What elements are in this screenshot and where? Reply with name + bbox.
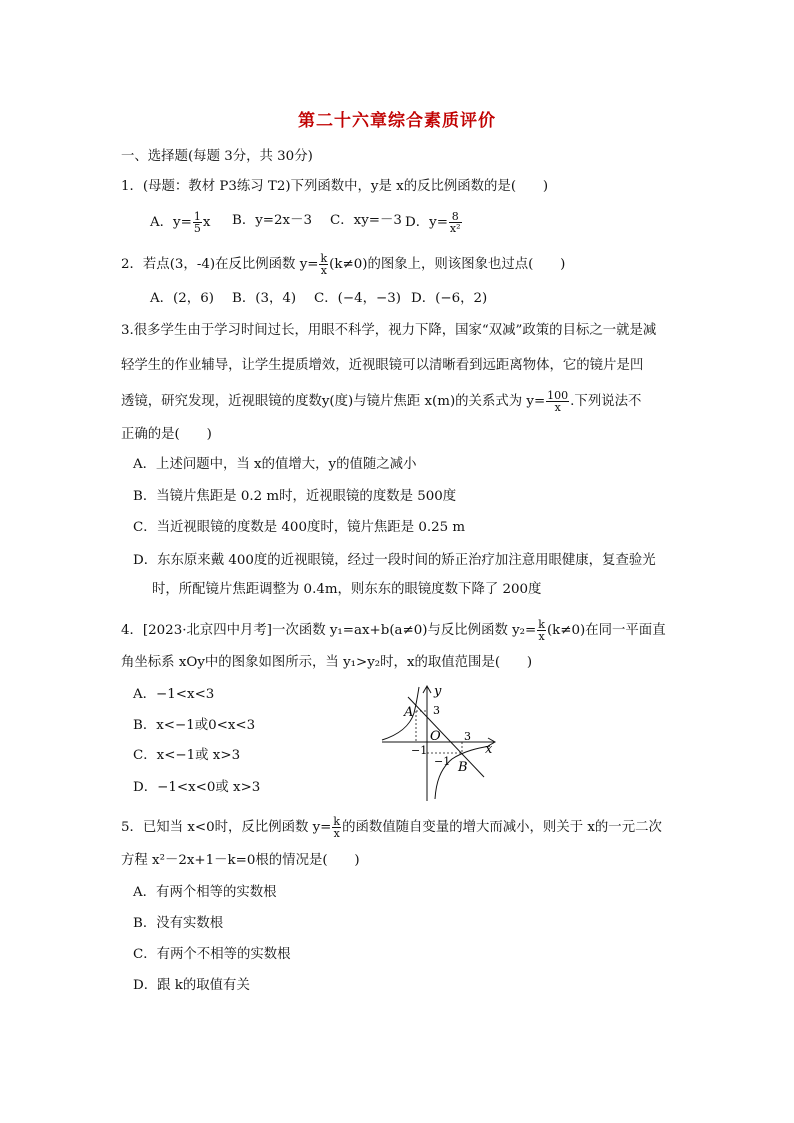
q5-option-d: D．跟 k的取值有关 bbox=[133, 978, 250, 993]
q2-num: k bbox=[320, 252, 328, 265]
q4-graph bbox=[378, 683, 500, 803]
q5-num: k bbox=[333, 815, 341, 828]
q3-option-b: B．当镜片焦距是 0.2 m时，近视眼镜的度数是 500度 bbox=[133, 489, 457, 504]
q1-d-fraction bbox=[449, 211, 462, 234]
q3-option-d-line-2: 时，所配镜片焦距调整为 0.4m，则东东的眼镜度数下降了 200度 bbox=[152, 582, 542, 597]
q4-option-c: C．x<−1或 x>3 bbox=[133, 748, 241, 763]
q3-line-3 bbox=[121, 390, 641, 413]
y-axis-label: y bbox=[434, 684, 442, 699]
q2-option-a: A．(2，6) bbox=[150, 291, 214, 306]
q5-option-a: A．有两个相等的实数根 bbox=[133, 885, 277, 900]
q3-fraction bbox=[546, 390, 569, 413]
q4-den: x bbox=[538, 630, 545, 643]
q5-l1-pre: 5．已知当 x<0时，反比例函数 y= bbox=[121, 820, 332, 835]
q3-line-1: 3.很多学生由于学习时间过长，用眼不科学，视力下降，国家“双减”政策的目标之一就是减 bbox=[121, 323, 657, 338]
q3-line-4: 正确的是( ) bbox=[121, 427, 212, 442]
q3-l3-pre: 透镜，研究发现，近视眼镜的度数y(度)与镜片焦距 x(m)的关系式为 y= bbox=[121, 394, 546, 409]
q3-option-a: A．上述问题中，当 x的值增大，y的值随之减小 bbox=[133, 457, 417, 472]
q3-den: x bbox=[554, 401, 561, 414]
q2-stem bbox=[121, 253, 565, 276]
tick-y-3: 3 bbox=[433, 704, 440, 717]
q1-a-tail: x bbox=[202, 215, 211, 230]
q4-line-2: 角坐标系 xOy中的图象如图所示，当 y₁>y₂时，x的取值范围是( ) bbox=[121, 655, 533, 670]
q1-option-a bbox=[150, 211, 210, 234]
tick-y-neg1: −1 bbox=[434, 755, 451, 768]
origin-label: O bbox=[430, 729, 441, 744]
q3-l3-post: .下列说法不 bbox=[570, 394, 642, 409]
q1-d-num: 8 bbox=[449, 211, 462, 223]
q1-d-text: D．y= bbox=[405, 215, 448, 230]
q5-option-b: B．没有实数根 bbox=[133, 916, 224, 931]
q2-option-d: D．(−6，2) bbox=[411, 291, 488, 306]
q3-num: 100 bbox=[547, 389, 569, 402]
q1-option-c: C．xy=－3 bbox=[330, 213, 402, 228]
q1-a-den: 5 bbox=[193, 222, 201, 235]
q5-fraction bbox=[332, 816, 341, 839]
q5-option-c: C．有两个不相等的实数根 bbox=[133, 947, 291, 962]
tick-x-3: 3 bbox=[464, 730, 471, 743]
q1-a-fraction bbox=[193, 211, 202, 234]
q2-den: x bbox=[320, 264, 327, 277]
x-axis-label: x bbox=[485, 742, 493, 757]
point-b-label: B bbox=[458, 760, 468, 775]
q1-stem: 1．(母题：教材 P3练习 T2)下列函数中，y是 x的反比例函数的是( ) bbox=[121, 179, 549, 194]
q1-option-d bbox=[405, 211, 463, 234]
q2-post: (k≠0)的图象上，则该图象也过点( ) bbox=[329, 257, 566, 272]
q5-line-1 bbox=[121, 816, 662, 839]
q4-line-1 bbox=[121, 619, 666, 642]
section-heading: 一、选择题(每题 3分，共 30分) bbox=[121, 149, 313, 164]
q5-den: x bbox=[333, 827, 340, 840]
hyperbola-branch-upper-left bbox=[382, 687, 419, 740]
point-a-label: A bbox=[404, 705, 414, 720]
q4-option-a: A．−1<x<3 bbox=[133, 687, 215, 702]
tick-x-neg1: −1 bbox=[411, 744, 428, 757]
q2-option-b: B．(3，4) bbox=[232, 291, 297, 306]
page-title: 第二十六章综合素质评价 bbox=[298, 111, 496, 131]
q4-l1-post: (k≠0)在同一平面直 bbox=[546, 623, 666, 638]
q1-d-den: x² bbox=[449, 222, 461, 235]
q2-pre: 2．若点(3，-4)在反比例函数 y= bbox=[121, 257, 319, 272]
q3-option-d-line-1: D．东东原来戴 400度的近视眼镜，经过一段时间的矫正治疗加注意用眼健康，复查验光 bbox=[133, 553, 656, 568]
q2-fraction bbox=[319, 253, 328, 276]
q4-option-d: D．−1<x<0或 x>3 bbox=[133, 780, 261, 795]
q4-l1-pre: 4．[2023·北京四中月考]一次函数 y₁=ax+b(a≠0)与反比例函数 y₂= bbox=[121, 623, 537, 638]
q5-line-2: 方程 x²－2x+1－k=0根的情况是( ) bbox=[121, 853, 360, 868]
q1-a-num: 1 bbox=[193, 210, 201, 223]
q3-option-c: C．当近视眼镜的度数是 400度时，镜片焦距是 0.25 m bbox=[133, 520, 466, 535]
q5-l1-post: 的函数值随自变量的增大而减小，则关于 x的一元二次 bbox=[342, 820, 662, 835]
q4-option-b: B．x<−1或0<x<3 bbox=[133, 718, 256, 733]
q1-option-b: B．y=2x－3 bbox=[232, 213, 312, 228]
q2-option-c: C．(−4，−3) bbox=[314, 291, 401, 306]
q3-line-2: 轻学生的作业辅导，让学生提质增效，近视眼镜可以清晰看到远距离物体，它的镜片是凹 bbox=[121, 358, 644, 373]
q4-num: k bbox=[538, 618, 545, 631]
q1-a-text: A．y= bbox=[150, 215, 192, 230]
q4-fraction bbox=[537, 619, 546, 642]
